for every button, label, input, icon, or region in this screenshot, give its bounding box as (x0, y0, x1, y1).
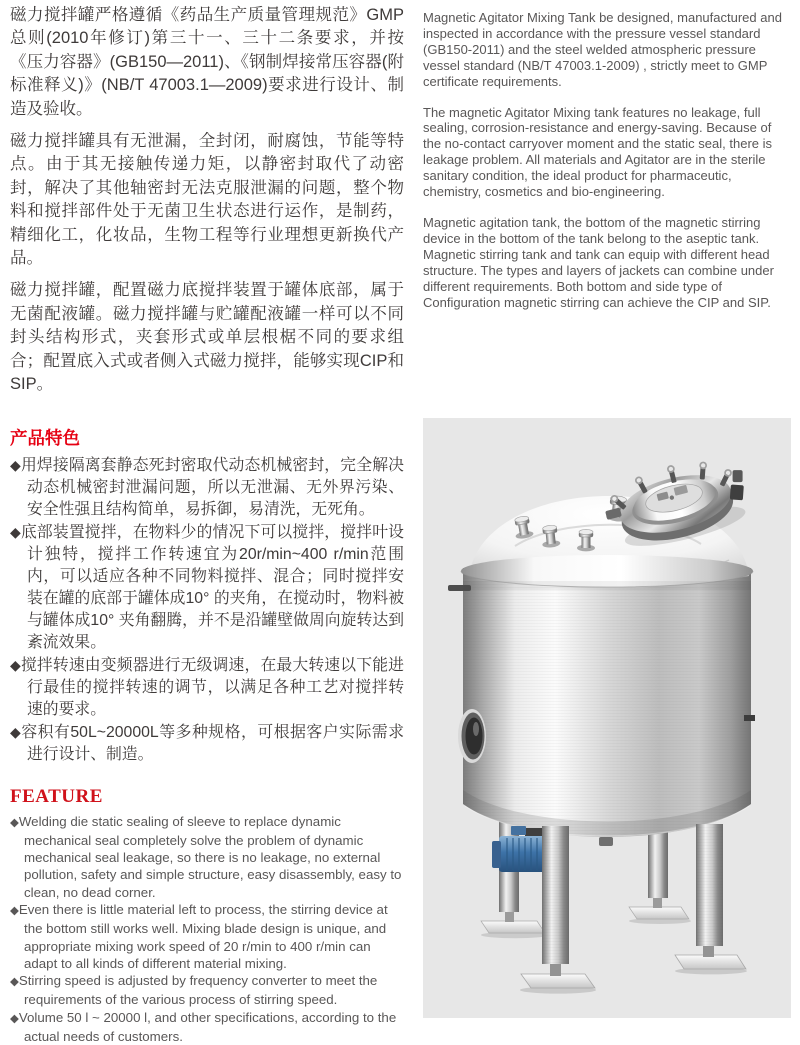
left-column (10, 4, 404, 1045)
feature-en-item-1 (10, 813, 404, 901)
diamond-bullet-icon: ◆ (10, 657, 21, 673)
intro-paragraph-en-1: Magnetic Agitator Mixing Tank be designed, manufactured and inspected in accordance with the pressure vessel standard (GB150-2011) and the steel welded atmospheric pressure vessel standard (NB/T 47003.1-2009) , strictly meet to GMP certificate requirements. (423, 10, 789, 90)
diamond-bullet-icon: ◆ (10, 457, 21, 473)
product-photo-tank (423, 418, 791, 1018)
diamond-bullet-icon: ◆ (10, 1013, 19, 1025)
intro-paragraph-zh-2: 磁力搅拌罐具有无泄漏，全封闭，耐腐蚀，节能等特点。由于其无接触传递力矩，以静密封取代了动密封，解决了其他轴密封无法克服泄漏的问题，整个物料和搅拌部件处于无菌卫生状态进行运作，是制药，精细化工，化妆品，生物工程等行业理想更新换代产品。 (10, 130, 404, 270)
features-en-list (10, 813, 404, 1045)
bottom-drain-fitting (599, 837, 613, 846)
feature-en-text-2: Even there is little material left to process, the stirring device at the bottom still works well. Mixing blade design is unique, and appropriate mixing work speed of 20 r/min to 400 r/min can adapt to all kinds of different material mixing. (19, 902, 388, 971)
features-zh-heading: 产品特色 (10, 428, 404, 448)
features-zh-list (10, 454, 404, 766)
sight-glass-port (458, 709, 486, 763)
feature-zh-text-1: 用焊接隔离套静态死封密取代动态机械密封，完全解决动态机械密封泄漏问题，所以无泄漏、无外界污染、安全性强且结构简单，易拆御，易清洗，无死角。 (21, 457, 404, 518)
feature-en-text-4: Volume 50 l ~ 20000 l, and other specifications, according to the actual needs of customers. (19, 1010, 396, 1044)
feature-zh-item-3 (10, 654, 404, 721)
intro-paragraph-zh-1: 磁力搅拌罐严格遵循《药品生产质量管理规范》GMP总则(2010年修订)第三十一、三十二条要求，并按《压力容器》(GB150—2011)、《钢制焊接常压容器(附标准释义)》(NB/T 47003.1—2009)要求进行设计、制造及验收。 (10, 4, 404, 121)
feature-en-text-3: Stirring speed is adjusted by frequency converter to meet the requirements of the various process of stirring speed. (19, 973, 377, 1007)
feature-zh-item-1 (10, 454, 404, 521)
right-column (423, 10, 789, 325)
diamond-bullet-icon: ◆ (10, 817, 19, 829)
intro-paragraph-en-3: Magnetic agitation tank, the bottom of the magnetic stirring device in the bottom of the tank belong to the aseptic tank. Magnetic stirring tank and tank can equip with different head structure. The types and layers of jackets can combine under different requirements. Both bottom and side type of Configuration magnetic stirring can achieve the CIP and SIP. (423, 215, 789, 310)
feature-en-item-2 (10, 901, 404, 972)
features-en-heading: FEATURE (10, 786, 404, 808)
feature-zh-text-4: 容积有50L~20000L等多种规格，可根据客户实际需求进行设计、制造。 (21, 724, 404, 763)
diamond-bullet-icon: ◆ (10, 905, 19, 917)
right-stub-nozzle (744, 715, 755, 721)
diamond-bullet-icon: ◆ (10, 724, 21, 740)
tank-illustration (423, 418, 791, 1018)
feature-zh-item-2 (10, 521, 404, 654)
feature-zh-text-3: 搅拌转速由变频器进行无级调速，在最大转速以下能进行最佳的搅拌转速的调节，以满足各种工艺对搅拌转速的要求。 (21, 657, 404, 718)
tank-shell (463, 568, 751, 846)
feature-zh-item-4 (10, 721, 404, 766)
feature-zh-text-2: 底部装置搅拌，在物料少的情况下可以搅拌，搅拌叶设计独特，搅拌工作转速宜为20r/min~400 r/min范围内，可以适应各种不同物料搅拌、混合；同时搅拌安装在罐的底部于罐体成10° 的夹角，在搅动时，物料被与罐体成10° 夹角翻腾，并不是沿罐壁做周向旋转达到紊流效果。 (21, 524, 404, 651)
intro-paragraph-en-2: The magnetic Agitator Mixing tank features no leakage, full sealing, corrosion-resistance and energy-saving. Because of the no-contact carryover moment and the static seal, there is leakage problem. All materials and Agitator are in the sterile sanitary condition, the ideal product for pharmaceutic, chemistry, cosmetics and bio-engineering. (423, 105, 789, 200)
feature-en-text-1: Welding die static sealing of sleeve to replace dynamic mechanical seal completely solve the problem of dynamic mechanical seal leakage, so there is no leakage, no external pollution, safety and simple structure, easy disassembly, easy to clean, no dead corner. (19, 814, 402, 900)
feature-en-item-4 (10, 1009, 404, 1045)
diamond-bullet-icon: ◆ (10, 524, 21, 540)
diamond-bullet-icon: ◆ (10, 976, 19, 988)
shoulder-flange (461, 555, 753, 590)
feature-en-item-3 (10, 972, 404, 1009)
intro-paragraph-zh-3: 磁力搅拌罐，配置磁力底搅拌装置于罐体底部，属于无菌配液罐。磁力搅拌罐与贮罐配液罐一样可以不同封头结构形式，夹套形式或单层根椐不同的要求组合；配置底入式或者侧入式磁力搅拌，能够实现CIP和SIP。 (10, 279, 404, 396)
